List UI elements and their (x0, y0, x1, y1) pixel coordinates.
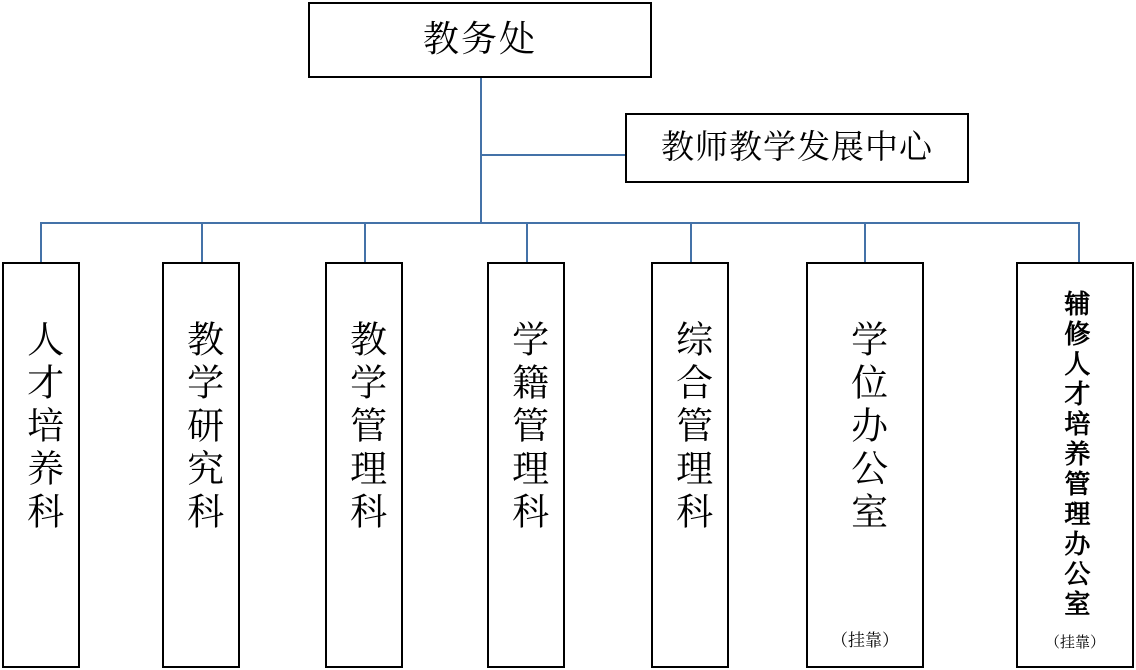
node-dept-1-label: 人才培养科 (20, 320, 62, 535)
connector-drop-3 (364, 222, 366, 262)
node-dept-5-label: 综合管理科 (669, 320, 711, 535)
connector-drop-4 (526, 222, 528, 262)
connector-center-horizontal (480, 154, 626, 156)
connector-drop-1 (40, 222, 42, 262)
connector-drop-5 (690, 222, 692, 262)
node-center-label: 教师教学发展中心 (661, 129, 933, 166)
node-dept-6-label: 学位办公室 (844, 320, 886, 535)
node-teacher-development-center[interactable] (625, 113, 969, 183)
node-dept-4[interactable] (487, 262, 565, 668)
node-dept-3[interactable] (325, 262, 403, 668)
node-dept-6[interactable] (806, 262, 924, 668)
node-root-label: 教务处 (422, 19, 537, 60)
node-dept-3-label: 教学管理科 (343, 320, 385, 535)
connector-drop-6 (864, 222, 866, 262)
node-dept-6-note: （挂靠） (831, 631, 899, 651)
node-dept-7[interactable] (1016, 262, 1134, 668)
node-dept-7-label: 辅修人才培养管理办公室 (1060, 290, 1090, 620)
connector-main-bus (40, 222, 1080, 224)
node-dept-2[interactable] (162, 262, 240, 668)
connector-drop-2 (201, 222, 203, 262)
node-root[interactable] (308, 2, 652, 78)
connector-root-vertical (480, 78, 482, 224)
connector-drop-7 (1078, 222, 1080, 262)
node-dept-1[interactable] (2, 262, 80, 668)
node-dept-5[interactable] (651, 262, 729, 668)
node-dept-7-note: （挂靠） (1044, 634, 1105, 651)
node-dept-4-label: 学籍管理科 (505, 320, 547, 535)
node-dept-2-label: 教学研究科 (180, 320, 222, 535)
